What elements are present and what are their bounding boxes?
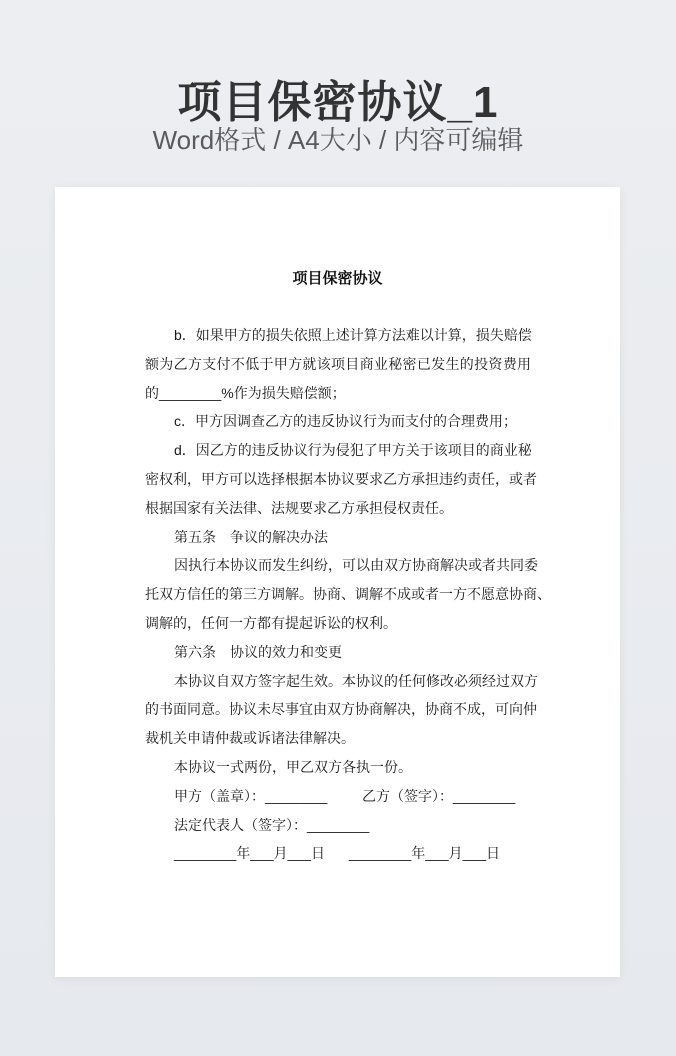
signature-dates <box>145 839 531 868</box>
document-line: 裁机关申请仲裁或诉诸法律解决。 <box>145 730 355 747</box>
document-line: 本协议一式两份，甲乙双方各执一份。 <box>174 758 412 775</box>
page-subtitle: Word格式 / A4大小 / 内容可编辑 <box>152 125 524 155</box>
document-line: 的________%作为损失赔偿额； <box>145 384 346 401</box>
page-title: 项目保密协议_1 <box>177 78 499 127</box>
document-line: 本协议自双方签字起生效。本协议的任何修改必须经过双方 <box>174 672 538 689</box>
document-line: 密权利，甲方可以选择根据本协议要求乙方承担违约责任，或者 <box>145 470 537 487</box>
document-line: 根据国家有关法律、法规要求乙方承担侵权责任。 <box>145 499 453 516</box>
document-line: d．因乙方的违反协议行为侵犯了甲方关于该项目的商业秘 <box>174 442 532 459</box>
document-line: 第六条 协议的效力和变更 <box>174 643 342 660</box>
party-a-signature: 甲方（盖章）：________ <box>174 787 328 804</box>
document-line: 托双方信任的第三方调解。协商、调解不成或者一方不愿意协商、 <box>145 586 551 603</box>
document-line: c．甲方因调查乙方的违反协议行为而支付的合理费用； <box>174 413 517 430</box>
document-line: 的书面同意。协议未尽事宜由双方协商解决，协商不成，可向仲 <box>145 701 537 718</box>
document-line: 第五条 争议的解决办法 <box>174 528 328 545</box>
document-line: 额为乙方支付不低于甲方就该项目商业秘密已发生的投资费用 <box>145 355 531 372</box>
party-b-date: ________年___月___日 <box>349 845 501 862</box>
document-line: b．如果甲方的损失依照上述计算方法难以计算，损失赔偿 <box>174 327 532 343</box>
document-line: 调解的，任何一方都有提起诉讼的权利。 <box>145 614 397 631</box>
legal-rep-signature: 法定代表人（签字）：________ <box>174 816 370 833</box>
signature-parties <box>145 782 531 811</box>
document-page <box>55 187 620 977</box>
party-a-date: ________年___月___日 <box>174 845 326 862</box>
document-title: 项目保密协议 <box>292 270 383 287</box>
document-body <box>145 321 551 868</box>
party-b-signature: 乙方（签字）：________ <box>362 787 516 804</box>
document-line: 因执行本协议而发生纠纷，可以由双方协商解决或者共同委 <box>174 557 538 574</box>
